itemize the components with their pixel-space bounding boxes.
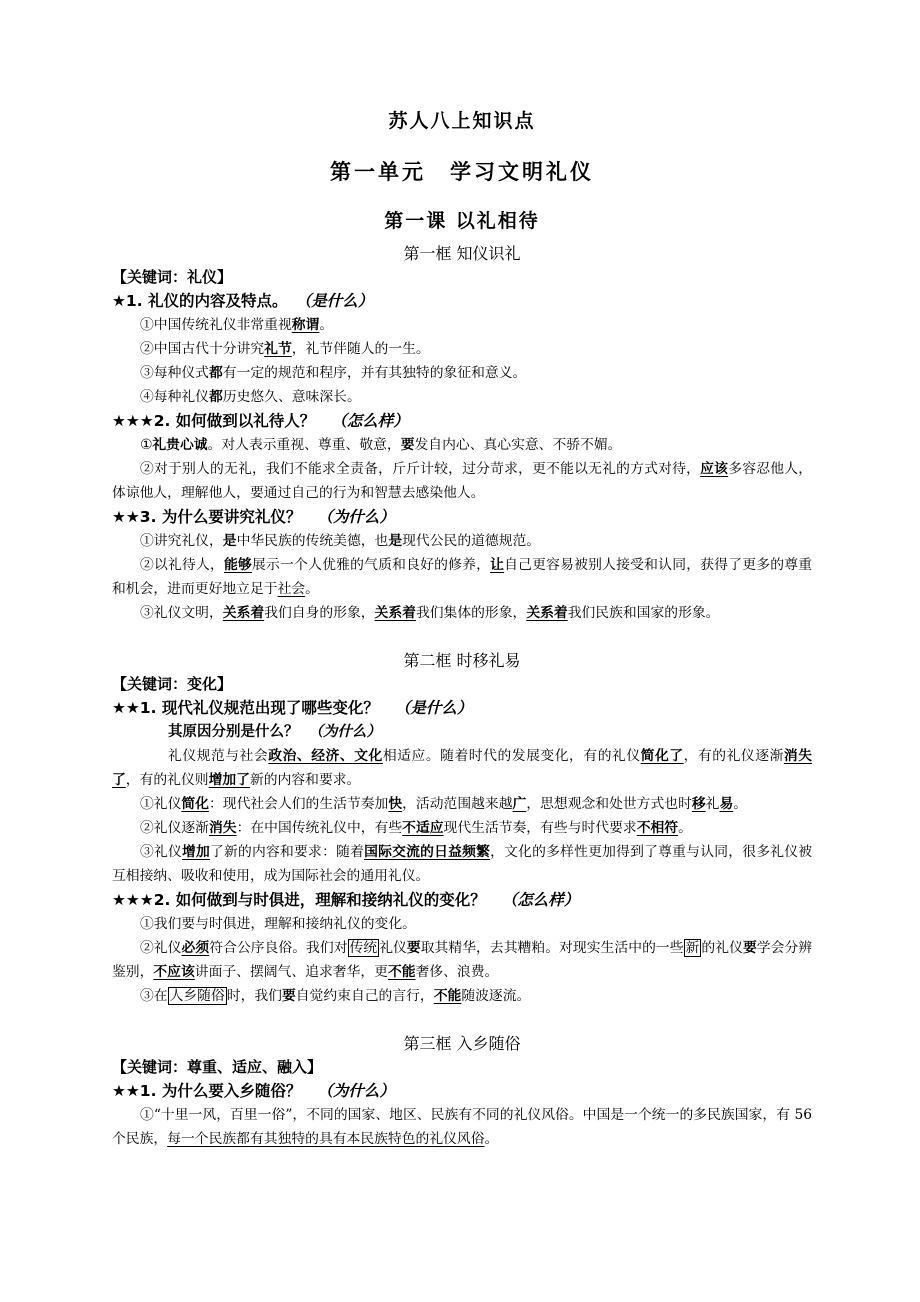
answer-item: ④每种礼仪都历史悠久、意味深长。 [140, 389, 361, 405]
question-subheading: 其原因分别是什么？ （为什么） [168, 723, 381, 740]
question-type-tag: （为什么） [308, 723, 381, 740]
answer-item: ③礼仪增加了新的内容和要求：随着国际交流的日益频繁，文化的多样性更加得到了尊重与认同，很多礼仪被互相接纳、吸收和使用，成为国际社会的通用礼仪。 [112, 844, 813, 884]
document-title: 苏人八上知识点 [388, 110, 536, 132]
answer-intro: 礼仪规范与社会政治、经济、文化相适应。随着时代的发展变化，有的礼仪简化了，有的礼仪逐渐消失了，有的礼仪则增加了新的内容和要求。 [112, 748, 813, 788]
answer-item: ②对于别人的无礼，我们不能求全责备，斤斤计较，过分苛求，更不能以无礼的方式对待，应该多容忍他人，体谅他人，理解他人，要通过自己的行为和智慧去感染他人。 [112, 461, 813, 501]
unit-title: 第一单元 学习文明礼仪 [330, 160, 594, 184]
answer-item: ③在 人乡随俗 时，我们要自觉约束自己的言行，不能随波逐流。 [140, 988, 531, 1004]
question-type-tag: （为什么） [317, 1081, 395, 1100]
star-rating: ★★ [112, 508, 140, 526]
frame-2-keyword: 【关键词：变化】 [112, 675, 233, 693]
answer-item: ①“十里一风，百里一俗”，不同的国家、地区、民族有不同的礼仪风俗。中国是一个统一的多民族国家，有 56 个民族，每一个民族都有其独特的具有本民族特色的礼仪风俗。 [112, 1107, 812, 1147]
question-heading: ★★1. 为什么要入乡随俗？ （为什么） [112, 1081, 395, 1100]
question-heading: ★★1. 现代礼仪规范出现了哪些变化？ （是什么） [112, 698, 473, 717]
boxed-term: 人乡随俗 [169, 988, 225, 1004]
answer-item: ②以礼待人，能够展示一个人优雅的气质和良好的修养，让自己更容易被别人接受和认同，获得了更多的尊重和机会，进而更好地立足于社会。 [112, 557, 813, 597]
question-heading: ★1. 礼仪的内容及特点。 （是什么） [112, 291, 374, 310]
answer-item: ①讲究礼仪，是中华民族的传统美德，也是现代公民的道德规范。 [140, 533, 541, 549]
question-heading: ★★3. 为什么要讲究礼仪？ （为什么） [112, 507, 395, 526]
frame-3-keyword: 【关键词：尊重、适应、融入】 [112, 1058, 323, 1076]
answer-item: ②礼仪逐渐消失：在中国传统礼仪中，有些不适应现代生活节奏，有些与时代要求不相符。 [140, 820, 692, 836]
frame-1-title: 第一框 知仪识礼 [403, 244, 521, 263]
boxed-term: 传统 [349, 940, 378, 956]
question-type-tag: （怎么样） [501, 890, 580, 909]
question-type-tag: （是什么） [303, 291, 374, 310]
frame-2-title: 第二框 时移礼易 [403, 651, 521, 670]
document-content [112, 108, 812, 1151]
answer-item: ①中国传统礼仪非常重视称谓。 [140, 317, 334, 333]
answer-item: ③每种仪式都有一定的规范和程序，并有其独特的象征和意义。 [140, 365, 527, 381]
frame-1-keyword: 【关键词：礼仪】 [112, 268, 233, 286]
lesson-title: 第一课 以礼相待 [384, 210, 540, 232]
question-heading: ★★★2. 如何做到以礼待人？ （怎么样） [112, 411, 409, 430]
answer-item: ③礼仪文明，关系着我们自身的形象，关系着我们集体的形象，关系着我们民族和国家的形象。 [140, 605, 720, 621]
star-rating: ★ [112, 292, 126, 310]
question-type-tag: （是什么） [394, 698, 473, 717]
answer-item: ②礼仪必须符合公序良俗。我们对 传统 礼仪要取其精华，去其糟粕。对现实生活中的一些 新 的礼仪要学会分辨鉴别，不应该讲面子、摆阔气、追求奢华，更不能奢侈、浪费。 [112, 940, 813, 980]
star-rating: ★★★ [112, 412, 154, 430]
boxed-term: 新 [685, 940, 700, 956]
star-rating: ★★ [112, 699, 140, 717]
star-rating: ★★ [112, 1082, 140, 1100]
answer-item: ②中国古代十分讲究礼节，礼节伴随人的一生。 [140, 341, 430, 357]
answer-item: ①我们要与时俱进，理解和接纳礼仪的变化。 [140, 916, 416, 932]
question-type-tag: （怎么样） [331, 411, 409, 430]
question-heading: ★★★2. 如何做到与时俱进，理解和接纳礼仪的变化？ （怎么样） [112, 890, 580, 909]
answer-item: ①礼贵心诚。对人表示重视、尊重、敬意，要发自内心、真心实意、不骄不媚。 [140, 437, 622, 453]
answer-item: ①礼仪简化：现代社会人们的生活节奏加快，活动范围越来越广，思想观念和处世方式也时移礼易。 [140, 796, 748, 812]
question-type-tag: （为什么） [317, 507, 395, 526]
star-rating: ★★★ [112, 891, 154, 909]
frame-3-title: 第三框 入乡随俗 [403, 1034, 521, 1053]
